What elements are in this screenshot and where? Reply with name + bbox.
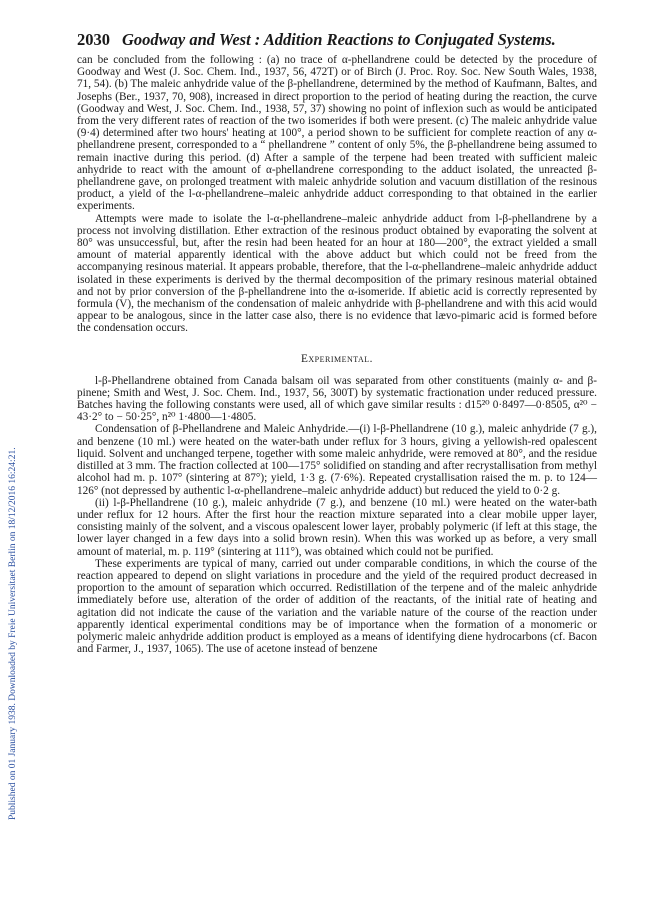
section-heading-experimental: Experimental. bbox=[301, 352, 373, 365]
paragraph-condensation-ii: (ii) l-β-Phellandrene (10 g.), maleic anhydride (7 g.), and benzene (10 ml.) were heated on the water-bath under reflux for 12 hours. After the first hour the reaction mixture separated into a clear mobile upper layer, consisting mainly of the solvent, and a viscous opalescent lower layer, probably polymeric (if left at this stage, the lower layer changed in a few days into a solid brown resin). When this was worked up as before, a very small amount of material, m. p. 119° (sintering at 111°), was obtained which could not be purified. bbox=[77, 496, 597, 558]
paragraph-condensation-i: Condensation of β-Phellandrene and Maleic Anhydride.—(i) l-β-Phellandrene (10 g.), maleic anhydride (7 g.), and benzene (10 ml.) were heated on the water-bath under reflux for 3 hours, giving a yellowish-red opalescent liquid. Solvent and unchanged terpene, together with some maleic anhydride, were removed at 80°, and the residue distilled at 3 mm. The fraction collected at 100—175° solidified on standing and after recrystallisation from methyl alcohol had m. p. 107° (sintering at 87°); yield, 1·3 g. (7·6%). Repeated crystallisation raised the m. p. to 124—126° (not depressed by authentic l-α-phellandrene–maleic anhydride adduct) but reduced the yield to 0·2 g. bbox=[77, 423, 597, 497]
publication-sidebar-note: Published on 01 January 1938. Downloaded by Freie Universitaet Berlin on 18/12/2016 16:24:21. bbox=[8, 447, 18, 820]
paragraph-typical-experiments: These experiments are typical of many, carried out under comparable conditions, in which the course of the reaction appeared to depend on slight variations in procedure and the yield of the required product decreased in proportion to the amount of separation which occurred. Redistillation of the terpene and of the maleic anhydride immediately before use, alteration of the order of addition of the reactants, of the initial rate of heating and agitation did not indicate the cause of the variation and the variable nature of the course of the reaction under apparently identical experimental conditions may be of importance when the formation of a monomeric or polymeric maleic anhydride addition product is employed as a means of identifying diene hydrocarbons (cf. Bacon and Farmer, J., 1937, 1065). The use of acetone instead of benzene bbox=[77, 557, 597, 656]
page-header bbox=[77, 30, 597, 50]
paragraph-materials: l-β-Phellandrene obtained from Canada balsam oil was separated from other constituents (mainly α- and β-pinene; Smith and West, J. Soc. Chem. Ind., 1937, 56, 300T) by systematic fractionation under reduced pressure. Batches having the following constants were used, all of which gave similar results : d15²⁰ 0·8497—0·8505, α²⁰ − 43·2° to − 50·25°, n²⁰ 1·4800—1·4805. bbox=[77, 374, 597, 424]
page-number: 2030 bbox=[77, 30, 110, 49]
running-title: Goodway and West : Addition Reactions to Conjugated Systems. bbox=[122, 30, 556, 49]
paper-page bbox=[77, 30, 597, 655]
paragraph-attempts: Attempts were made to isolate the l-α-phellandrene–maleic anhydride adduct from l-β-phellandrene by a process not involving distillation. Ether extraction of the resinous product obtained by evaporating the solvent at 80° was unsuccessful, but, after the resin had been heated for an hour at 180—200°, the extract yielded a small amount of material apparently identical with the above adduct but which could not be freed from the accompanying resinous material. It appears probable, therefore, that the l-α-phellandrene–maleic anhydride adduct isolated in these experiments is derived by the thermal decomposition of the primary resinous material obtained and not by prior conversion of the β-phellandrene into the α-isomeride. If abietic acid is correctly represented by formula (V), the mechanism of the condensation of maleic anhydride with β-phellandrene and with this acid would appear to be analogous, since in the latter case also, there is no evidence that lævo-pimaric acid is formed before the condensation occurs. bbox=[77, 212, 597, 335]
paragraph-continuation: can be concluded from the following : (a) no trace of α-phellandrene could be detected by the procedure of Goodway and West (J. Soc. Chem. Ind., 1937, 56, 472T) or of Birch (J. Proc. Roy. Soc. New South Wales, 1938, 71, 54). (b) The maleic anhydride value of the β-phellandrene, determined by the method of Kaufmann, Baltes, and Josephs (Ber., 1937, 70, 908), increased in direct proportion to the period of heating during the reaction, the curve (Goodway and West, J. Soc. Chem. Ind., 1938, 57, 37) showing no point of inflexion such as would be anticipated from the very different rates of reaction of the two isomerides if both were present. (c) The maleic anhydride value (9·4) determined after two hours' heating at 100°, a period shown to be sufficient for complete reaction of any α-phellandrene present, corresponded to a “ phellandrene ” content of only 5%, the β-phellandrene being assumed to remain inactive during this period. (d) After a sample of the terpene had been treated with sufficient maleic anhydride to react with the amount of α-phellandrene corresponding to the adduct isolated, the unreacted β-phellandrene gave, on prolonged treatment with maleic anhydride solution and vacuum distillation of the resinous product, a yield of the l-α-phellandrene–maleic anhydride adduct corresponding to that obtained in the earlier experiments. bbox=[77, 54, 597, 213]
